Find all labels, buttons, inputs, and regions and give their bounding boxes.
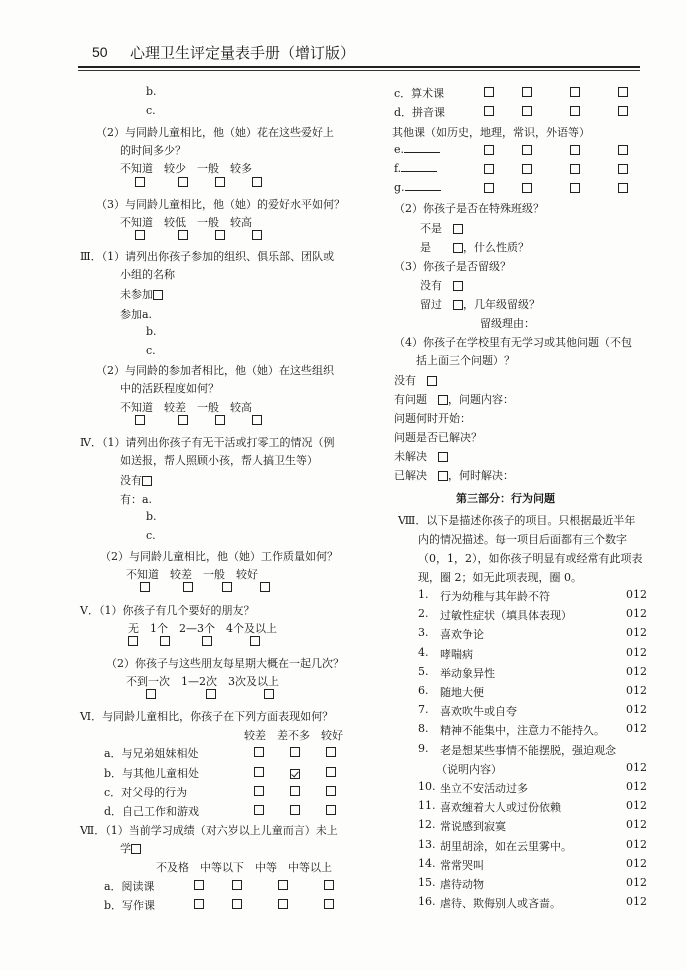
problem-solved-question: 问题是否已解决？ bbox=[394, 431, 482, 444]
item-number: 2. bbox=[418, 607, 429, 620]
checkbox[interactable] bbox=[254, 747, 264, 757]
checkbox[interactable] bbox=[324, 880, 334, 890]
item-score[interactable]: 012 bbox=[626, 607, 647, 620]
repeat-grade-reason: 留级理由： bbox=[480, 317, 535, 330]
checkbox[interactable] bbox=[178, 230, 188, 240]
blank-line[interactable] bbox=[401, 162, 437, 172]
checkbox[interactable] bbox=[254, 767, 264, 777]
problem-unsolved: 未解决 bbox=[394, 448, 448, 464]
checkbox-checked[interactable] bbox=[290, 769, 300, 779]
item-text: 常说感到寂寞 bbox=[440, 820, 506, 833]
checkbox[interactable] bbox=[570, 145, 580, 155]
checkbox[interactable] bbox=[128, 636, 138, 646]
item-text: 虐待、欺侮别人或吝啬。 bbox=[440, 897, 561, 910]
section7-line2: 学 bbox=[120, 840, 141, 856]
hobby-b: b. bbox=[146, 85, 157, 98]
checkbox[interactable] bbox=[570, 183, 580, 193]
section7-d: d．拼音课 bbox=[394, 106, 446, 119]
checkbox[interactable] bbox=[570, 87, 580, 97]
page-number: 50 bbox=[92, 44, 108, 60]
checkbox[interactable] bbox=[135, 415, 145, 425]
problem-done: 已解决 ，何时解决： bbox=[394, 469, 514, 482]
q2-line2: 的时间多少？ bbox=[120, 144, 186, 157]
blank-line[interactable] bbox=[405, 181, 441, 191]
checkbox[interactable] bbox=[618, 183, 628, 193]
repeat-grade-no: 没有 bbox=[420, 277, 463, 293]
item-number: 6. bbox=[418, 684, 429, 697]
checkbox[interactable] bbox=[131, 844, 141, 854]
section8-line3: （0，1，2），如你孩子明显有或经常有此项表 bbox=[418, 552, 643, 565]
checkbox[interactable] bbox=[484, 87, 494, 97]
section7-c: c．算术课 bbox=[394, 87, 445, 100]
item-number: 1. bbox=[418, 588, 429, 601]
checkbox[interactable] bbox=[278, 880, 288, 890]
section4-have: 有：a. bbox=[120, 493, 153, 506]
section6-a: a．与兄弟姐妹相处 bbox=[104, 747, 199, 760]
item-number: 7. bbox=[418, 703, 429, 716]
section7-e: e. bbox=[394, 143, 440, 156]
item-score[interactable]: 012 bbox=[626, 818, 647, 831]
checkbox[interactable] bbox=[427, 376, 437, 386]
item-score[interactable]: 012 bbox=[626, 838, 647, 851]
checkbox[interactable] bbox=[178, 177, 188, 187]
item-number: 16. bbox=[418, 895, 436, 908]
section4-q2-line: （2）与同龄儿童相比，他（她）工作质量如何？ bbox=[100, 550, 338, 563]
section3-q2-options: 不知道 较差 一般 较高 bbox=[120, 401, 252, 414]
item-number: 15. bbox=[418, 876, 436, 889]
section5-q2-line: （2）你孩子与这些朋友每星期大概在一起几次？ bbox=[106, 657, 344, 670]
item-number: 4. bbox=[418, 646, 429, 659]
other-courses: 其他课（如历史，地理，常识，外语等） bbox=[392, 126, 590, 139]
repeat-grade-yes: 留过 ，几年级留级？ bbox=[420, 298, 540, 311]
school-problem-no: 没有 bbox=[394, 372, 437, 388]
section6-d: d．自己工作和游戏 bbox=[104, 805, 200, 818]
section8-line2: 内的情况描述。每一项目后面都有三个数字 bbox=[418, 533, 627, 546]
checkbox[interactable] bbox=[522, 106, 532, 116]
item-text: 举动象异性 bbox=[440, 667, 495, 680]
checkbox[interactable] bbox=[326, 767, 336, 777]
checkbox[interactable] bbox=[206, 689, 216, 699]
checkbox[interactable] bbox=[438, 452, 448, 462]
section4-none: 没有 bbox=[120, 472, 152, 488]
checkbox[interactable] bbox=[522, 145, 532, 155]
special-class-yes: 是 ，什么性质？ bbox=[420, 241, 529, 254]
item-score[interactable]: 012 bbox=[626, 761, 647, 774]
section3-line2: 小组的名称 bbox=[120, 268, 175, 281]
item-text: 喜欢争论 bbox=[440, 628, 484, 641]
section7-f: f. bbox=[394, 162, 437, 175]
special-class-question: （2）你孩子是否在特殊班级？ bbox=[394, 202, 544, 215]
header-rule bbox=[78, 66, 640, 68]
item-text: 坐立不安活动过多 bbox=[440, 782, 528, 795]
section5-options: 无 1个 2—3个 4个及以上 bbox=[128, 622, 277, 635]
item-number: 13. bbox=[418, 838, 436, 851]
item-number: 3. bbox=[418, 626, 429, 639]
checkbox[interactable] bbox=[254, 805, 264, 815]
checkbox[interactable] bbox=[232, 880, 242, 890]
q2-options: 不知道 较少 一般 较多 bbox=[120, 162, 252, 175]
section7-b: b．写作课 bbox=[104, 899, 156, 912]
item-number: 8. bbox=[418, 722, 429, 735]
school-problem-line1: （4）你孩子在学校里有无学习或其他问题（不包 bbox=[394, 336, 632, 349]
blank-line[interactable] bbox=[404, 143, 440, 153]
section6-columns: 较差 差不多 较好 bbox=[244, 729, 343, 742]
item-score[interactable]: 012 bbox=[626, 799, 647, 812]
section5-line: Ⅴ．（1）你孩子有几个要好的朋友？ bbox=[80, 604, 255, 617]
section8-line1: Ⅷ．以下是描述你孩子的项目。只根据最近半年 bbox=[398, 514, 636, 527]
checkbox[interactable] bbox=[142, 476, 152, 486]
checkbox[interactable] bbox=[290, 747, 300, 757]
checkbox[interactable] bbox=[260, 582, 270, 592]
item-number: 9. bbox=[418, 742, 429, 755]
item-score[interactable]: 012 bbox=[626, 665, 647, 678]
section6-c: c．对父母的行为 bbox=[104, 786, 188, 799]
checkbox[interactable] bbox=[290, 805, 300, 815]
section3-b: b. bbox=[146, 325, 157, 338]
section4-line2: 如送报，帮人照顾小孩，帮人搞卫生等） bbox=[120, 454, 318, 467]
checkbox[interactable] bbox=[522, 164, 532, 174]
q3-line: （3）与同龄儿童相比，他（她）的爱好水平如何？ bbox=[96, 198, 345, 211]
item-score[interactable]: 012 bbox=[626, 703, 647, 716]
checkbox[interactable] bbox=[222, 582, 232, 592]
checkbox[interactable] bbox=[324, 899, 334, 909]
checkbox[interactable] bbox=[135, 177, 145, 187]
book-title: 心理卫生评定量表手册（增订版） bbox=[130, 45, 356, 62]
section7-g: g. bbox=[394, 181, 441, 194]
section4-b: b. bbox=[146, 510, 157, 523]
checkbox[interactable] bbox=[215, 177, 225, 187]
checkbox[interactable] bbox=[326, 786, 336, 796]
q3-options: 不知道 较低 一般 较高 bbox=[120, 216, 252, 229]
item-score[interactable]: 012 bbox=[626, 876, 647, 889]
checkbox[interactable] bbox=[484, 106, 494, 116]
item-number: 12. bbox=[418, 818, 436, 831]
section6-b: b．与其他儿童相处 bbox=[104, 767, 200, 780]
item-score[interactable]: 012 bbox=[626, 684, 647, 697]
item-score[interactable]: 012 bbox=[626, 722, 647, 735]
checkbox[interactable] bbox=[570, 164, 580, 174]
section3-q2-line1: （2）与同龄的参加者相比，他（她）在这些组织 bbox=[96, 364, 334, 377]
section3-line1: Ⅲ．（1）请列出你孩子参加的组织、俱乐部、团队或 bbox=[80, 250, 335, 263]
item-text: 虐待动物 bbox=[440, 878, 484, 891]
section8-line4: 现，圈 2；如无此项表现，圈 0。 bbox=[418, 571, 582, 584]
item-text: 胡里胡涂，如在云里雾中。 bbox=[440, 840, 572, 853]
item-text: 老是想某些事情不能摆脱，强迫观念 bbox=[440, 744, 616, 757]
checkbox[interactable] bbox=[438, 395, 448, 405]
checkbox[interactable] bbox=[326, 747, 336, 757]
section7-columns: 不及格 中等以下 中等 中等以上 bbox=[156, 861, 332, 874]
checkbox[interactable] bbox=[326, 805, 336, 815]
checkbox[interactable] bbox=[290, 786, 300, 796]
item-score[interactable]: 012 bbox=[626, 780, 647, 793]
checkbox[interactable] bbox=[484, 183, 494, 193]
section4-q2-options: 不知道 较差 一般 较好 bbox=[126, 568, 258, 581]
section3-c: c. bbox=[146, 344, 156, 357]
checkbox[interactable] bbox=[146, 689, 156, 699]
section6-line: Ⅵ．与同龄儿童相比，你孩子在下列方面表现如何？ bbox=[80, 710, 334, 723]
section7-a: a．阅读课 bbox=[104, 880, 155, 893]
checkbox[interactable] bbox=[252, 415, 262, 425]
checkbox[interactable] bbox=[453, 300, 463, 310]
checkbox[interactable] bbox=[618, 145, 628, 155]
checkbox[interactable] bbox=[194, 899, 204, 909]
checkbox[interactable] bbox=[264, 689, 274, 699]
section3-q2-line2: 中的活跃程度如何？ bbox=[120, 382, 219, 395]
item-text: 行为幼稚与其年龄不符 bbox=[440, 590, 550, 603]
item-text: 哮喘病 bbox=[440, 648, 473, 661]
school-problem-yes: 有问题 ，问题内容： bbox=[394, 393, 514, 406]
checkbox[interactable] bbox=[194, 880, 204, 890]
checkbox[interactable] bbox=[160, 636, 170, 646]
checkbox[interactable] bbox=[278, 899, 288, 909]
checkbox[interactable] bbox=[484, 164, 494, 174]
checkbox[interactable] bbox=[250, 636, 260, 646]
item-score[interactable]: 012 bbox=[626, 646, 647, 659]
special-class-no: 不是 bbox=[420, 220, 463, 236]
item-text: 喜欢缠着大人或过份依赖 bbox=[440, 801, 561, 814]
item-number: 5. bbox=[418, 665, 429, 678]
checkbox[interactable] bbox=[570, 106, 580, 116]
item-score[interactable]: 012 bbox=[626, 895, 647, 908]
checkbox[interactable] bbox=[252, 230, 262, 240]
checkbox[interactable] bbox=[522, 183, 532, 193]
q2-line1: （2）与同龄儿童相比，他（她）花在这些爱好上 bbox=[96, 126, 334, 139]
checkbox[interactable] bbox=[140, 582, 150, 592]
section4-c: c. bbox=[146, 529, 156, 542]
item-score[interactable]: 012 bbox=[626, 588, 647, 601]
checkbox[interactable] bbox=[183, 582, 193, 592]
item-text: （说明内容） bbox=[436, 763, 502, 776]
item-score[interactable]: 012 bbox=[626, 626, 647, 639]
checkbox[interactable] bbox=[453, 243, 463, 253]
checkbox[interactable] bbox=[484, 145, 494, 155]
item-text: 常常哭叫 bbox=[440, 859, 484, 872]
item-number: 10. bbox=[418, 780, 436, 793]
repeat-grade-question: （3）你孩子是否留级？ bbox=[394, 260, 511, 273]
item-score[interactable]: 012 bbox=[626, 857, 647, 870]
checkbox[interactable] bbox=[618, 87, 628, 97]
checkbox[interactable] bbox=[153, 290, 163, 300]
checkbox[interactable] bbox=[252, 177, 262, 187]
checkbox[interactable] bbox=[453, 224, 463, 234]
checkbox[interactable] bbox=[618, 164, 628, 174]
item-number: 11. bbox=[418, 799, 436, 812]
item-text: 随地大便 bbox=[440, 686, 484, 699]
section3-none: 未参加 bbox=[120, 286, 163, 302]
hobby-c: c. bbox=[146, 104, 156, 117]
checkbox[interactable] bbox=[202, 636, 212, 646]
part3-heading: 第三部分：行为问题 bbox=[456, 492, 555, 505]
item-text: 过敏性症状（填具体表现） bbox=[440, 609, 572, 622]
checkbox[interactable] bbox=[215, 230, 225, 240]
header-rule-thin bbox=[78, 70, 640, 71]
item-text: 精神不能集中，注意力不能持久。 bbox=[440, 724, 605, 737]
section5-q2-options: 不到一次 1—2次 3次及以上 bbox=[126, 675, 279, 688]
school-problem-line2: 括上面三个问题）？ bbox=[416, 354, 515, 367]
item-text: 喜欢吹牛或自夸 bbox=[440, 705, 517, 718]
checkbox[interactable] bbox=[254, 786, 264, 796]
checkbox[interactable] bbox=[438, 471, 448, 481]
checkbox[interactable] bbox=[215, 415, 225, 425]
item-number: 14. bbox=[418, 857, 436, 870]
checkbox[interactable] bbox=[232, 899, 242, 909]
section4-line1: Ⅳ．（1）请列出你孩子有无干活或打零工的情况（例 bbox=[80, 436, 335, 449]
section7-line1: Ⅶ．（1）当前学习成绩（对六岁以上儿童而言）未上 bbox=[80, 824, 338, 837]
checkbox[interactable] bbox=[618, 106, 628, 116]
checkbox[interactable] bbox=[135, 230, 145, 240]
problem-start: 问题何时开始： bbox=[394, 412, 471, 425]
checkbox[interactable] bbox=[522, 87, 532, 97]
section3-join: 参加a. bbox=[120, 308, 153, 321]
checkbox[interactable] bbox=[453, 281, 463, 291]
checkbox[interactable] bbox=[178, 415, 188, 425]
